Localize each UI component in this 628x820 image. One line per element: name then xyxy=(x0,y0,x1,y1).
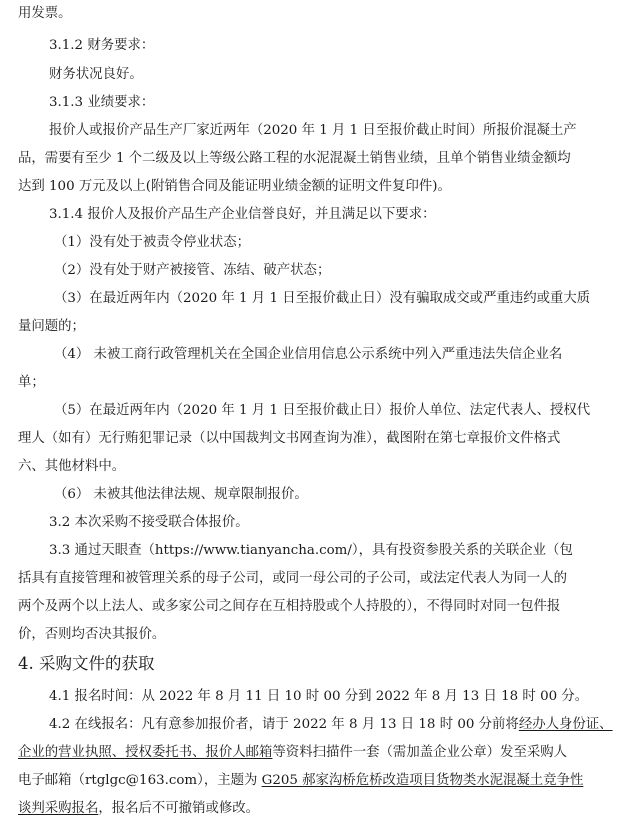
section-3-2: 3.2 本次采购不接受联合体报价。 xyxy=(49,515,249,530)
underlined-text: G205 郝家沟桥危桥改造项目货物类水泥混凝土竞争性 xyxy=(261,773,584,788)
text-line: 理人（如有）无行贿犯罪记录（以中国裁判文书网查询为准），截图附在第七章报价文件格式 xyxy=(18,431,561,446)
section-4-1: 4.1 报名时间：从 2022 年 8 月 11 日 10 时 00 分到 2022 年 8 月 13 日 18 时 00 分。 xyxy=(49,689,589,704)
text-segment: 等资料扫描件一套（需加盖企业公章）发至采购人 xyxy=(272,745,568,760)
section-4-2 xyxy=(0,715,628,735)
list-item: （5）在最近两年内（2020 年 1 月 1 日至报价截止日）报价人单位、法定代表人、授权代 xyxy=(54,403,591,418)
list-item: （2）没有处于财产被接管、冻结、破产状态； xyxy=(54,263,331,278)
text-line: 用发票。 xyxy=(18,6,72,21)
text-line: 价，否则均否决其报价。 xyxy=(18,627,166,642)
text-line: 财务状况良好。 xyxy=(49,67,143,82)
text-line xyxy=(0,743,628,763)
underlined-text: 谈判采购报名 xyxy=(18,801,99,816)
text-segment: 电子邮箱（rtglgc@163.com），主题为 xyxy=(18,773,262,788)
text-line xyxy=(0,771,628,791)
text-line: 达到 100 万元及以上(附销售合同及能证明业绩金额的证明文件复印件)。 xyxy=(18,179,451,194)
text-segment: ，报名后不可撤销或修改。 xyxy=(98,801,260,816)
text-line: 单； xyxy=(18,375,45,390)
section-4-heading: 4. 采购文件的获取 xyxy=(18,654,155,673)
list-item: （3）在最近两年内（2020 年 1 月 1 日至报价截止日）没有骗取成交或严重违约或重大质 xyxy=(54,291,591,306)
text-line: 六、其他材料中。 xyxy=(18,459,126,474)
section-3-1-3-title: 3.1.3 业绩要求： xyxy=(49,95,155,110)
section-3-3: 3.3 通过天眼查（https://www.tianyancha.com/），具有投资参股关系的关联企业（包 xyxy=(49,543,573,558)
section-3-1-2-title: 3.1.2 财务要求： xyxy=(49,38,155,53)
underlined-text: 企业的营业执照、授权委托书、报价人邮箱 xyxy=(18,745,273,760)
text-segment: 4.2 在线报名：凡有意参加报价者，请于 2022 年 8 月 13 日 18 时 00 分前将 xyxy=(49,717,519,732)
section-3-1-4-title: 3.1.4 报价人及报价产品生产企业信誉良好，并且满足以下要求： xyxy=(49,207,436,222)
text-line: 量问题的； xyxy=(18,319,85,334)
text-line: 两个及两个以上法人、或多家公司之间存在互相持股或个人持股的），不得同时对同一包件报 xyxy=(18,599,561,614)
text-line: 报价人或报价产品生产厂家近两年（2020 年 1 月 1 日至报价截止时间）所报价混凝土产 xyxy=(49,123,577,138)
text-line xyxy=(0,799,628,819)
underlined-text: 经办人身份证、 xyxy=(518,717,613,732)
text-line: 括具有直接管理和被管理关系的母子公司，或同一母公司的子公司，或法定代表人为同一人的 xyxy=(18,571,568,586)
list-item: （4） 未被工商行政管理机关在全国企业信用信息公示系统中列入严重违法失信企业名 xyxy=(54,347,563,362)
list-item: （6） 未被其他法律法规、规章限制报价。 xyxy=(54,487,308,502)
list-item: （1）没有处于被责令停业状态； xyxy=(54,235,250,250)
text-line: 品，需要有至少 1 个二级及以上等级公路工程的水泥混凝土销售业绩，且单个销售业绩金额均 xyxy=(18,151,571,166)
